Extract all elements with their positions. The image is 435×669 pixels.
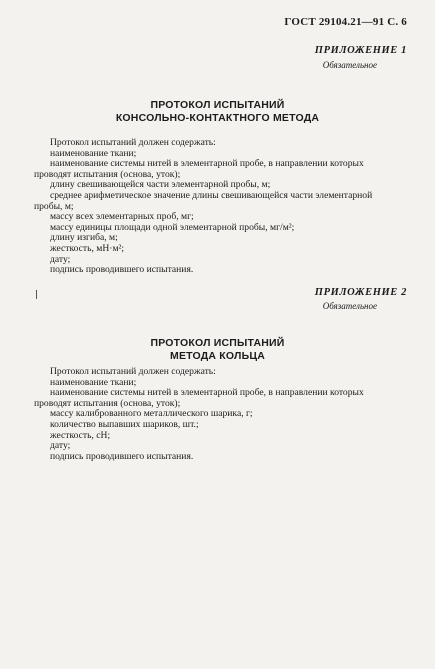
- appendix-1-label: ПРИЛОЖЕНИЕ 1: [314, 45, 407, 56]
- protocol-line: подпись проводившего испытания.: [50, 450, 194, 462]
- protocol-line: пробы, м;: [34, 200, 74, 212]
- protocol-line: среднее арифметическое значение длины свешивающейся части элементарной: [50, 189, 373, 201]
- protocol-line: Протокол испытаний должен содержать:: [50, 137, 216, 148]
- protocol-line: количество выпавших шариков, шт.;: [50, 418, 199, 430]
- appendix-1-title-line1: ПРОТОКОЛ ИСПЫТАНИЙ: [150, 99, 285, 111]
- appendix-2-status: Обязательное: [322, 301, 377, 311]
- appendix-1-body: [34, 138, 408, 276]
- margin-mark: [36, 290, 37, 299]
- protocol-line: наименование ткани;: [50, 147, 137, 159]
- appendix-1-title-line2: КОНСОЛЬНО-КОНТАКТНОГО МЕТОДА: [115, 112, 320, 124]
- page-header: ГОСТ 29104.21—91 С. 6: [284, 16, 407, 28]
- appendix-1-status: Обязательное: [322, 60, 377, 70]
- protocol-line: дату;: [50, 253, 71, 265]
- protocol-line: проводят испытания (основа, уток);: [34, 168, 181, 180]
- protocol-line: массу калиброванного металлического шарика, г;: [50, 408, 253, 420]
- protocol-line: массу единицы площади одной элементарной пробы, мг/м²;: [50, 221, 295, 233]
- appendix-2-label: ПРИЛОЖЕНИЕ 2: [314, 287, 407, 298]
- protocol-line: дату;: [50, 440, 71, 452]
- appendix-2-title-line2: МЕТОДА КОЛЬЦА: [170, 350, 265, 362]
- protocol-line: подпись проводившего испытания.: [50, 264, 194, 276]
- protocol-line: наименование системы нитей в элементарной пробе, в направлении которых: [50, 158, 364, 170]
- protocol-line: проводят испытания (основа, уток);: [34, 397, 181, 409]
- protocol-line: жесткость, сН;: [50, 429, 111, 441]
- appendix-2-title-line1: ПРОТОКОЛ ИСПЫТАНИЙ: [150, 337, 285, 349]
- protocol-line: наименование ткани;: [50, 376, 137, 388]
- protocol-line: длину изгиба, м;: [50, 232, 118, 244]
- protocol-line: Протокол испытаний должен содержать:: [50, 366, 216, 377]
- protocol-line: жесткость, мН·м²;: [50, 242, 125, 254]
- protocol-line: массу всех элементарных проб, мг;: [50, 211, 194, 223]
- appendix-2-body: [34, 367, 408, 462]
- protocol-line: длину свешивающейся части элементарной пробы, м;: [50, 179, 271, 191]
- protocol-line: наименование системы нитей в элементарной пробе, в направлении которых: [50, 387, 364, 399]
